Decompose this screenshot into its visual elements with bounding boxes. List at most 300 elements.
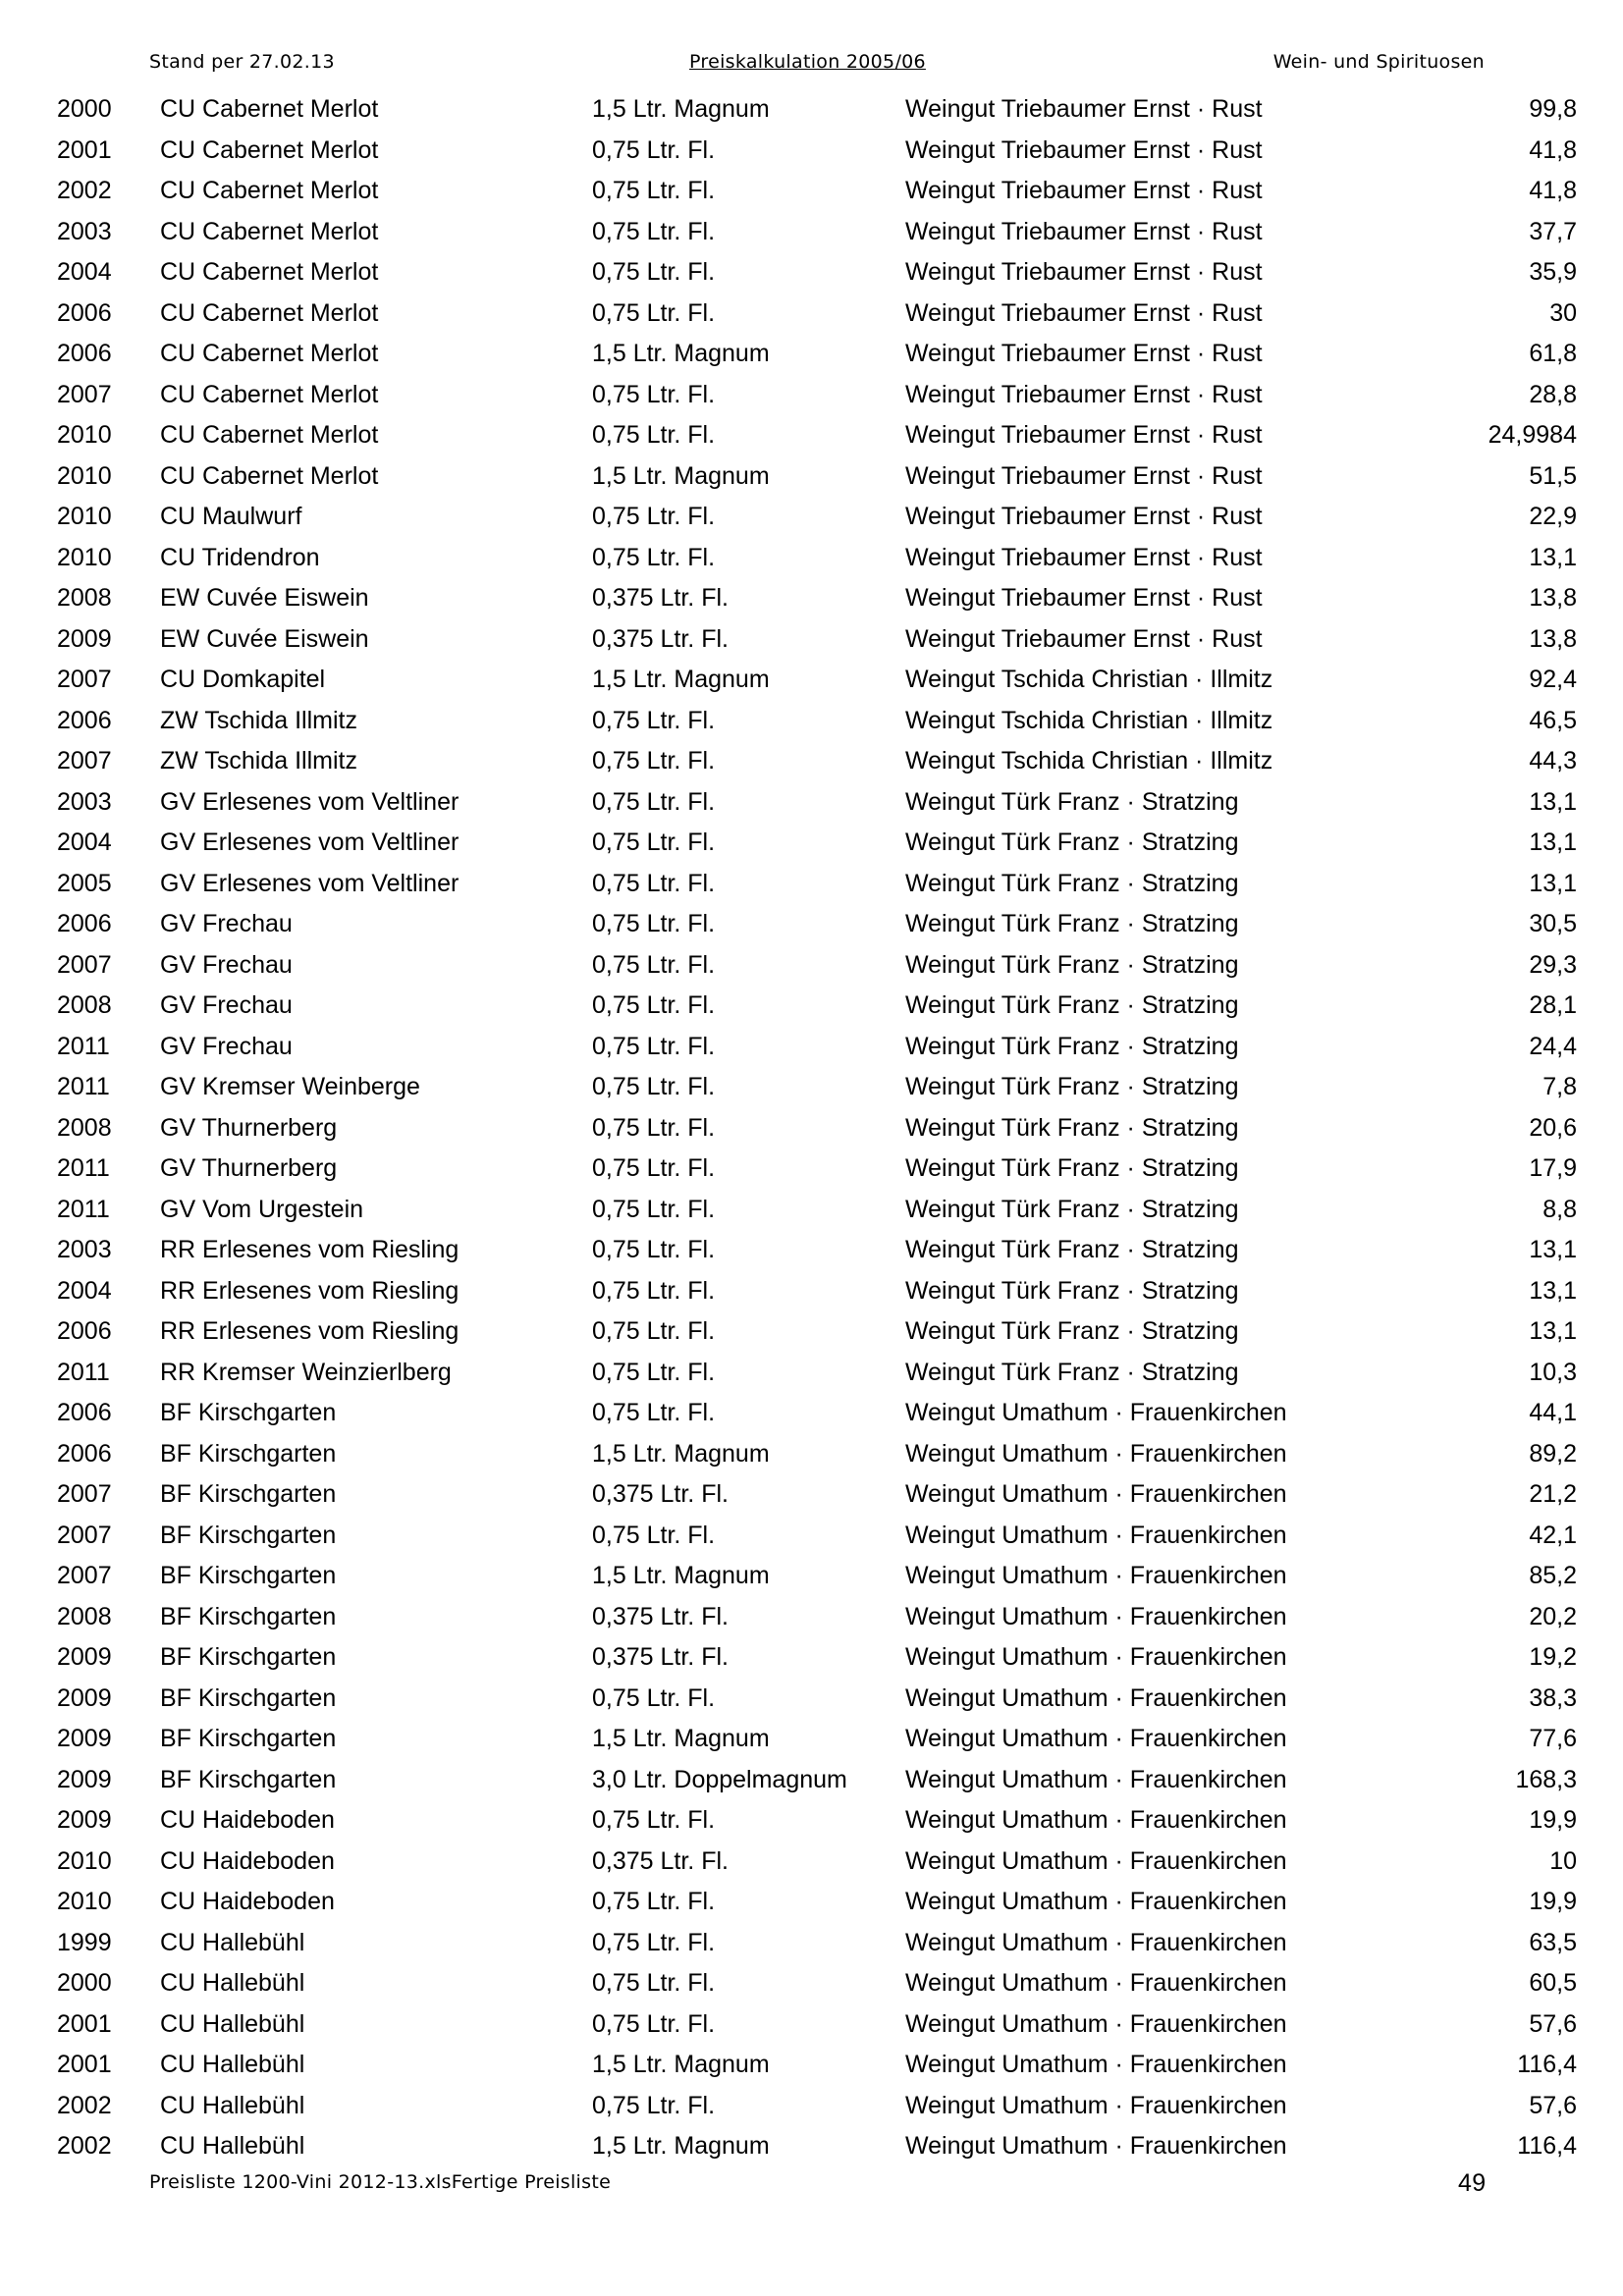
- bottle-size-cell: 0,75 Ltr. Fl.: [592, 177, 716, 204]
- producer-cell: Weingut Türk Franz · Stratzing: [905, 1113, 1239, 1142]
- vintage-cell: 2006: [57, 1399, 112, 1426]
- vintage-cell: 2007: [57, 950, 112, 979]
- price-cell: 13,1: [1529, 1236, 1577, 1263]
- vintage-cell: 2010: [57, 543, 112, 571]
- table-row: [0, 1556, 1623, 1597]
- table-row: [0, 1842, 1623, 1883]
- bottle-size-cell: 0,75 Ltr. Fl.: [592, 1317, 716, 1345]
- vintage-cell: 2010: [57, 1846, 112, 1875]
- producer-cell: Weingut Triebaumer Ernst · Rust: [905, 340, 1263, 367]
- vintage-cell: 2000: [57, 1969, 112, 1997]
- bottle-size-cell: 0,75 Ltr. Fl.: [592, 1358, 716, 1386]
- table-row: [0, 1516, 1623, 1557]
- producer-cell: Weingut Umathum · Frauenkirchen: [905, 1806, 1287, 1834]
- bottle-size-cell: 0,75 Ltr. Fl.: [592, 1236, 716, 1263]
- table-row: [0, 986, 1623, 1027]
- price-cell: 168,3: [1515, 1765, 1577, 1793]
- wine-name-cell: CU Hallebühl: [160, 1928, 305, 1956]
- table-row: [0, 1108, 1623, 1149]
- table-row: [0, 1230, 1623, 1271]
- bottle-size-cell: 0,375 Ltr. Fl.: [592, 1643, 729, 1671]
- price-cell: 57,6: [1529, 2091, 1577, 2119]
- price-cell: 13,8: [1529, 584, 1577, 612]
- bottle-size-cell: 0,75 Ltr. Fl.: [592, 950, 716, 979]
- table-row: [0, 334, 1623, 375]
- bottle-size-cell: 0,75 Ltr. Fl.: [592, 543, 716, 571]
- wine-name-cell: CU Cabernet Merlot: [160, 298, 379, 327]
- producer-cell: Weingut Triebaumer Ernst · Rust: [905, 543, 1263, 571]
- wine-name-cell: BF Kirschgarten: [160, 1602, 337, 1630]
- price-cell: 92,4: [1529, 666, 1577, 693]
- producer-cell: Weingut Umathum · Frauenkirchen: [905, 2009, 1287, 2038]
- category-label: Wein- und Spirituosen: [1272, 51, 1485, 73]
- price-cell: 116,4: [1517, 2051, 1577, 2078]
- price-cell: 99,8: [1529, 95, 1577, 123]
- price-cell: 20,6: [1529, 1113, 1577, 1142]
- vintage-cell: 2004: [57, 258, 112, 286]
- table-row: [0, 456, 1623, 498]
- table-row: [0, 1760, 1623, 1801]
- producer-cell: Weingut Umathum · Frauenkirchen: [905, 1643, 1287, 1671]
- table-row: [0, 131, 1623, 172]
- table-row: [0, 1311, 1623, 1353]
- price-cell: 8,8: [1542, 1195, 1577, 1223]
- price-cell: 41,8: [1529, 135, 1577, 164]
- price-cell: 44,1: [1529, 1399, 1577, 1426]
- table-row: [0, 1434, 1623, 1475]
- bottle-size-cell: 0,75 Ltr. Fl.: [592, 1154, 716, 1182]
- vintage-cell: 1999: [57, 1928, 112, 1956]
- wine-name-cell: ZW Tschida Illmitz: [160, 706, 357, 734]
- producer-cell: Weingut Umathum · Frauenkirchen: [905, 1521, 1287, 1549]
- vintage-cell: 2000: [57, 95, 112, 123]
- bottle-size-cell: 0,75 Ltr. Fl.: [592, 1195, 716, 1223]
- bottle-size-cell: 1,5 Ltr. Magnum: [592, 2051, 770, 2078]
- table-row: [0, 1923, 1623, 1964]
- producer-cell: Weingut Umathum · Frauenkirchen: [905, 1888, 1287, 1915]
- table-row: [0, 1963, 1623, 2004]
- vintage-cell: 2007: [57, 1480, 112, 1508]
- price-cell: 20,2: [1529, 1602, 1577, 1630]
- bottle-size-cell: 1,5 Ltr. Magnum: [592, 1439, 770, 1468]
- producer-cell: Weingut Tschida Christian · Illmitz: [905, 706, 1273, 734]
- producer-cell: Weingut Umathum · Frauenkirchen: [905, 1725, 1287, 1752]
- producer-cell: Weingut Triebaumer Ernst · Rust: [905, 624, 1263, 653]
- price-cell: 22,9: [1529, 503, 1577, 530]
- bottle-size-cell: 1,5 Ltr. Magnum: [592, 340, 770, 367]
- producer-cell: Weingut Triebaumer Ernst · Rust: [905, 95, 1263, 123]
- wine-name-cell: GV Vom Urgestein: [160, 1195, 364, 1223]
- table-row: [0, 375, 1623, 416]
- bottle-size-cell: 0,75 Ltr. Fl.: [592, 421, 716, 449]
- vintage-cell: 2001: [57, 135, 112, 164]
- vintage-cell: 2007: [57, 1521, 112, 1549]
- vintage-cell: 2004: [57, 828, 112, 856]
- table-row: [0, 1027, 1623, 1068]
- wine-name-cell: EW Cuvée Eiswein: [160, 584, 369, 612]
- table-row: [0, 823, 1623, 864]
- vintage-cell: 2003: [57, 787, 112, 816]
- producer-cell: Weingut Türk Franz · Stratzing: [905, 910, 1239, 937]
- vintage-cell: 2007: [57, 666, 112, 693]
- bottle-size-cell: 0,75 Ltr. Fl.: [592, 828, 716, 856]
- wine-name-cell: BF Kirschgarten: [160, 1683, 337, 1712]
- vintage-cell: 2006: [57, 910, 112, 937]
- producer-cell: Weingut Türk Franz · Stratzing: [905, 1358, 1239, 1386]
- producer-cell: Weingut Triebaumer Ernst · Rust: [905, 217, 1263, 245]
- bottle-size-cell: 1,5 Ltr. Magnum: [592, 666, 770, 693]
- table-row: [0, 741, 1623, 782]
- bottle-size-cell: 0,75 Ltr. Fl.: [592, 869, 716, 897]
- bottle-size-cell: 1,5 Ltr. Magnum: [592, 95, 770, 123]
- table-row: [0, 660, 1623, 701]
- table-row: [0, 619, 1623, 661]
- wine-name-cell: GV Erlesenes vom Veltliner: [160, 828, 460, 856]
- vintage-cell: 2010: [57, 461, 112, 490]
- price-cell: 28,8: [1529, 380, 1577, 408]
- table-row: [0, 294, 1623, 335]
- price-cell: 21,2: [1529, 1480, 1577, 1508]
- bottle-size-cell: 0,75 Ltr. Fl.: [592, 258, 716, 286]
- producer-cell: Weingut Umathum · Frauenkirchen: [905, 1928, 1287, 1956]
- bottle-size-cell: 0,75 Ltr. Fl.: [592, 1683, 716, 1712]
- price-cell: 46,5: [1529, 706, 1577, 734]
- price-cell: 77,6: [1529, 1725, 1577, 1752]
- wine-name-cell: EW Cuvée Eiswein: [160, 624, 369, 653]
- vintage-cell: 2010: [57, 421, 112, 449]
- bottle-size-cell: 0,75 Ltr. Fl.: [592, 1113, 716, 1142]
- vintage-cell: 2008: [57, 584, 112, 612]
- table-row: [0, 1067, 1623, 1108]
- bottle-size-cell: 0,75 Ltr. Fl.: [592, 1399, 716, 1426]
- vintage-cell: 2002: [57, 2132, 112, 2160]
- table-row: [0, 171, 1623, 212]
- table-row: [0, 578, 1623, 619]
- table-row: [0, 1679, 1623, 1720]
- price-cell: 44,3: [1529, 747, 1577, 774]
- bottle-size-cell: 1,5 Ltr. Magnum: [592, 1725, 770, 1752]
- producer-cell: Weingut Umathum · Frauenkirchen: [905, 1602, 1287, 1630]
- table-row: [0, 89, 1623, 131]
- producer-cell: Weingut Umathum · Frauenkirchen: [905, 2051, 1287, 2078]
- producer-cell: Weingut Umathum · Frauenkirchen: [905, 1969, 1287, 1997]
- wine-name-cell: RR Erlesenes vom Riesling: [160, 1317, 460, 1345]
- price-cell: 13,8: [1529, 624, 1577, 653]
- wine-name-cell: BF Kirschgarten: [160, 1439, 337, 1468]
- vintage-cell: 2006: [57, 1317, 112, 1345]
- vintage-cell: 2009: [57, 1683, 112, 1712]
- table-row: [0, 212, 1623, 253]
- producer-cell: Weingut Türk Franz · Stratzing: [905, 1276, 1239, 1305]
- vintage-cell: 2005: [57, 869, 112, 897]
- bottle-size-cell: 0,375 Ltr. Fl.: [592, 584, 729, 612]
- table-row: [0, 497, 1623, 538]
- producer-cell: Weingut Umathum · Frauenkirchen: [905, 1765, 1287, 1793]
- table-row: [0, 2045, 1623, 2086]
- bottle-size-cell: 0,75 Ltr. Fl.: [592, 991, 716, 1019]
- wine-name-cell: BF Kirschgarten: [160, 1765, 337, 1793]
- vintage-cell: 2003: [57, 1236, 112, 1263]
- bottle-size-cell: 1,5 Ltr. Magnum: [592, 1562, 770, 1589]
- wine-name-cell: CU Cabernet Merlot: [160, 177, 379, 204]
- price-cell: 19,9: [1529, 1888, 1577, 1915]
- producer-cell: Weingut Türk Franz · Stratzing: [905, 1154, 1239, 1182]
- table-row: [0, 1271, 1623, 1312]
- producer-cell: Weingut Umathum · Frauenkirchen: [905, 2091, 1287, 2119]
- price-cell: 37,7: [1529, 217, 1577, 245]
- bottle-size-cell: 1,5 Ltr. Magnum: [592, 461, 770, 490]
- price-cell: 24,4: [1529, 1032, 1577, 1060]
- table-row: [0, 701, 1623, 742]
- producer-cell: Weingut Umathum · Frauenkirchen: [905, 1562, 1287, 1589]
- price-cell: 116,4: [1517, 2132, 1577, 2160]
- wine-name-cell: CU Hallebühl: [160, 2009, 305, 2038]
- bottle-size-cell: 0,75 Ltr. Fl.: [592, 1521, 716, 1549]
- bottle-size-cell: 0,375 Ltr. Fl.: [592, 1846, 729, 1875]
- producer-cell: Weingut Umathum · Frauenkirchen: [905, 1480, 1287, 1508]
- price-cell: 57,6: [1529, 2009, 1577, 2038]
- wine-name-cell: GV Frechau: [160, 991, 293, 1019]
- wine-name-cell: GV Erlesenes vom Veltliner: [160, 869, 460, 897]
- producer-cell: Weingut Triebaumer Ernst · Rust: [905, 461, 1263, 490]
- price-cell: 13,1: [1529, 1317, 1577, 1345]
- price-cell: 63,5: [1529, 1928, 1577, 1956]
- price-cell: 89,2: [1529, 1439, 1577, 1468]
- bottle-size-cell: 0,75 Ltr. Fl.: [592, 2091, 716, 2119]
- producer-cell: Weingut Türk Franz · Stratzing: [905, 828, 1239, 856]
- price-cell: 28,1: [1529, 991, 1577, 1019]
- price-cell: 13,1: [1529, 828, 1577, 856]
- producer-cell: Weingut Umathum · Frauenkirchen: [905, 1399, 1287, 1426]
- producer-cell: Weingut Tschida Christian · Illmitz: [905, 747, 1273, 774]
- table-row: [0, 1190, 1623, 1231]
- price-cell: 17,9: [1529, 1154, 1577, 1182]
- vintage-cell: 2011: [57, 1358, 110, 1386]
- wine-name-cell: GV Thurnerberg: [160, 1154, 338, 1182]
- wine-name-cell: CU Maulwurf: [160, 503, 302, 530]
- vintage-cell: 2006: [57, 340, 112, 367]
- wine-name-cell: CU Tridendron: [160, 543, 320, 571]
- price-cell: 30,5: [1529, 910, 1577, 937]
- vintage-cell: 2007: [57, 1562, 112, 1589]
- producer-cell: Weingut Triebaumer Ernst · Rust: [905, 380, 1263, 408]
- wine-name-cell: BF Kirschgarten: [160, 1521, 337, 1549]
- bottle-size-cell: 0,75 Ltr. Fl.: [592, 1928, 716, 1956]
- price-cell: 13,1: [1529, 787, 1577, 816]
- table-row: [0, 2086, 1623, 2127]
- price-cell: 60,5: [1529, 1969, 1577, 1997]
- wine-name-cell: GV Erlesenes vom Veltliner: [160, 787, 460, 816]
- vintage-cell: 2009: [57, 1806, 112, 1834]
- page-footer: [149, 2169, 1485, 2199]
- wine-name-cell: BF Kirschgarten: [160, 1562, 337, 1589]
- bottle-size-cell: 0,75 Ltr. Fl.: [592, 217, 716, 245]
- table-row: [0, 2004, 1623, 2046]
- bottle-size-cell: 0,375 Ltr. Fl.: [592, 1602, 729, 1630]
- wine-name-cell: RR Erlesenes vom Riesling: [160, 1276, 460, 1305]
- table-row: [0, 1474, 1623, 1516]
- vintage-cell: 2003: [57, 217, 112, 245]
- price-cell: 13,1: [1529, 1276, 1577, 1305]
- bottle-size-cell: 1,5 Ltr. Magnum: [592, 2132, 770, 2160]
- vintage-cell: 2010: [57, 503, 112, 530]
- wine-name-cell: CU Hallebühl: [160, 1969, 305, 1997]
- wine-name-cell: CU Hallebühl: [160, 2132, 305, 2160]
- vintage-cell: 2001: [57, 2009, 112, 2038]
- wine-name-cell: CU Cabernet Merlot: [160, 217, 379, 245]
- wine-name-cell: CU Hallebühl: [160, 2091, 305, 2119]
- bottle-size-cell: 0,75 Ltr. Fl.: [592, 1888, 716, 1915]
- wine-name-cell: CU Cabernet Merlot: [160, 461, 379, 490]
- document-title: Preiskalkulation 2005/06: [689, 51, 926, 73]
- vintage-cell: 2007: [57, 747, 112, 774]
- vintage-cell: 2011: [57, 1154, 110, 1182]
- price-cell: 38,3: [1529, 1683, 1577, 1712]
- bottle-size-cell: 0,75 Ltr. Fl.: [592, 1806, 716, 1834]
- producer-cell: Weingut Triebaumer Ernst · Rust: [905, 135, 1263, 164]
- wine-name-cell: CU Cabernet Merlot: [160, 421, 379, 449]
- bottle-size-cell: 0,75 Ltr. Fl.: [592, 910, 716, 937]
- table-row: [0, 864, 1623, 905]
- producer-cell: Weingut Türk Franz · Stratzing: [905, 1032, 1239, 1060]
- bottle-size-cell: 0,75 Ltr. Fl.: [592, 787, 716, 816]
- wine-name-cell: CU Cabernet Merlot: [160, 95, 379, 123]
- bottle-size-cell: 0,75 Ltr. Fl.: [592, 1276, 716, 1305]
- table-row: [0, 1637, 1623, 1679]
- wine-name-cell: CU Haideboden: [160, 1846, 335, 1875]
- producer-cell: Weingut Triebaumer Ernst · Rust: [905, 177, 1263, 204]
- price-cell: 24,9984: [1488, 421, 1577, 449]
- price-cell: 51,5: [1529, 461, 1577, 490]
- vintage-cell: 2008: [57, 1602, 112, 1630]
- wine-name-cell: CU Cabernet Merlot: [160, 380, 379, 408]
- file-name: Preisliste 1200-Vini 2012-13.xlsFertige Preisliste: [149, 2171, 612, 2193]
- price-cell: 10,3: [1529, 1358, 1577, 1386]
- bottle-size-cell: 0,375 Ltr. Fl.: [592, 1480, 729, 1508]
- wine-name-cell: BF Kirschgarten: [160, 1725, 337, 1752]
- table-row: [0, 1800, 1623, 1842]
- producer-cell: Weingut Türk Franz · Stratzing: [905, 1236, 1239, 1263]
- producer-cell: Weingut Triebaumer Ernst · Rust: [905, 503, 1263, 530]
- table-row: [0, 782, 1623, 824]
- price-cell: 30: [1549, 298, 1577, 327]
- wine-name-cell: GV Thurnerberg: [160, 1113, 338, 1142]
- vintage-cell: 2002: [57, 2091, 112, 2119]
- wine-name-cell: CU Domkapitel: [160, 666, 326, 693]
- producer-cell: Weingut Triebaumer Ernst · Rust: [905, 584, 1263, 612]
- producer-cell: Weingut Türk Franz · Stratzing: [905, 869, 1239, 897]
- producer-cell: Weingut Umathum · Frauenkirchen: [905, 2132, 1287, 2160]
- price-cell: 35,9: [1529, 258, 1577, 286]
- producer-cell: Weingut Umathum · Frauenkirchen: [905, 1846, 1287, 1875]
- vintage-cell: 2006: [57, 706, 112, 734]
- price-cell: 13,1: [1529, 869, 1577, 897]
- wine-name-cell: BF Kirschgarten: [160, 1399, 337, 1426]
- bottle-size-cell: 0,75 Ltr. Fl.: [592, 747, 716, 774]
- bottle-size-cell: 0,75 Ltr. Fl.: [592, 1969, 716, 1997]
- producer-cell: Weingut Triebaumer Ernst · Rust: [905, 298, 1263, 327]
- wine-name-cell: GV Frechau: [160, 950, 293, 979]
- page-number: 49: [1458, 2169, 1487, 2197]
- wine-name-cell: GV Frechau: [160, 910, 293, 937]
- price-cell: 19,2: [1529, 1643, 1577, 1671]
- bottle-size-cell: 0,75 Ltr. Fl.: [592, 1032, 716, 1060]
- producer-cell: Weingut Türk Franz · Stratzing: [905, 950, 1239, 979]
- bottle-size-cell: 0,75 Ltr. Fl.: [592, 2009, 716, 2038]
- wine-name-cell: CU Haideboden: [160, 1888, 335, 1915]
- price-cell: 41,8: [1529, 177, 1577, 204]
- table-row: [0, 1393, 1623, 1434]
- stand-date: Stand per 27.02.13: [149, 51, 335, 73]
- bottle-size-cell: 3,0 Ltr. Doppelmagnum: [592, 1765, 847, 1793]
- table-row: [0, 1597, 1623, 1638]
- vintage-cell: 2009: [57, 1765, 112, 1793]
- wine-name-cell: BF Kirschgarten: [160, 1643, 337, 1671]
- table-row: [0, 1719, 1623, 1760]
- table-row: [0, 415, 1623, 456]
- price-cell: 19,9: [1529, 1806, 1577, 1834]
- wine-name-cell: CU Cabernet Merlot: [160, 258, 379, 286]
- table-row: [0, 904, 1623, 945]
- table-row: [0, 2126, 1623, 2167]
- price-list-table: [0, 89, 1623, 2167]
- wine-name-cell: RR Kremser Weinzierlberg: [160, 1358, 452, 1386]
- vintage-cell: 2002: [57, 177, 112, 204]
- wine-name-cell: RR Erlesenes vom Riesling: [160, 1236, 460, 1263]
- vintage-cell: 2008: [57, 1113, 112, 1142]
- vintage-cell: 2006: [57, 1439, 112, 1468]
- vintage-cell: 2007: [57, 380, 112, 408]
- producer-cell: Weingut Triebaumer Ernst · Rust: [905, 421, 1263, 449]
- vintage-cell: 2009: [57, 1725, 112, 1752]
- wine-name-cell: CU Hallebühl: [160, 2051, 305, 2078]
- bottle-size-cell: 0,75 Ltr. Fl.: [592, 298, 716, 327]
- vintage-cell: 2008: [57, 991, 112, 1019]
- bottle-size-cell: 0,375 Ltr. Fl.: [592, 624, 729, 653]
- bottle-size-cell: 0,75 Ltr. Fl.: [592, 503, 716, 530]
- price-cell: 42,1: [1529, 1521, 1577, 1549]
- price-cell: 85,2: [1529, 1562, 1577, 1589]
- producer-cell: Weingut Türk Franz · Stratzing: [905, 1195, 1239, 1223]
- vintage-cell: 2004: [57, 1276, 112, 1305]
- vintage-cell: 2009: [57, 624, 112, 653]
- table-row: [0, 1148, 1623, 1190]
- wine-name-cell: BF Kirschgarten: [160, 1480, 337, 1508]
- page-header: [149, 51, 1485, 80]
- wine-name-cell: GV Kremser Weinberge: [160, 1073, 420, 1100]
- producer-cell: Weingut Türk Franz · Stratzing: [905, 1317, 1239, 1345]
- vintage-cell: 2006: [57, 298, 112, 327]
- price-cell: 29,3: [1529, 950, 1577, 979]
- producer-cell: Weingut Umathum · Frauenkirchen: [905, 1439, 1287, 1468]
- wine-name-cell: GV Frechau: [160, 1032, 293, 1060]
- vintage-cell: 2009: [57, 1643, 112, 1671]
- table-row: [0, 252, 1623, 294]
- table-row: [0, 538, 1623, 579]
- wine-name-cell: CU Cabernet Merlot: [160, 340, 379, 367]
- wine-name-cell: ZW Tschida Illmitz: [160, 747, 357, 774]
- producer-cell: Weingut Tschida Christian · Illmitz: [905, 666, 1273, 693]
- producer-cell: Weingut Türk Franz · Stratzing: [905, 991, 1239, 1019]
- bottle-size-cell: 0,75 Ltr. Fl.: [592, 380, 716, 408]
- price-cell: 61,8: [1529, 340, 1577, 367]
- vintage-cell: 2011: [57, 1195, 110, 1223]
- price-cell: 13,1: [1529, 543, 1577, 571]
- bottle-size-cell: 0,75 Ltr. Fl.: [592, 135, 716, 164]
- wine-name-cell: CU Haideboden: [160, 1806, 335, 1834]
- producer-cell: Weingut Türk Franz · Stratzing: [905, 787, 1239, 816]
- vintage-cell: 2001: [57, 2051, 112, 2078]
